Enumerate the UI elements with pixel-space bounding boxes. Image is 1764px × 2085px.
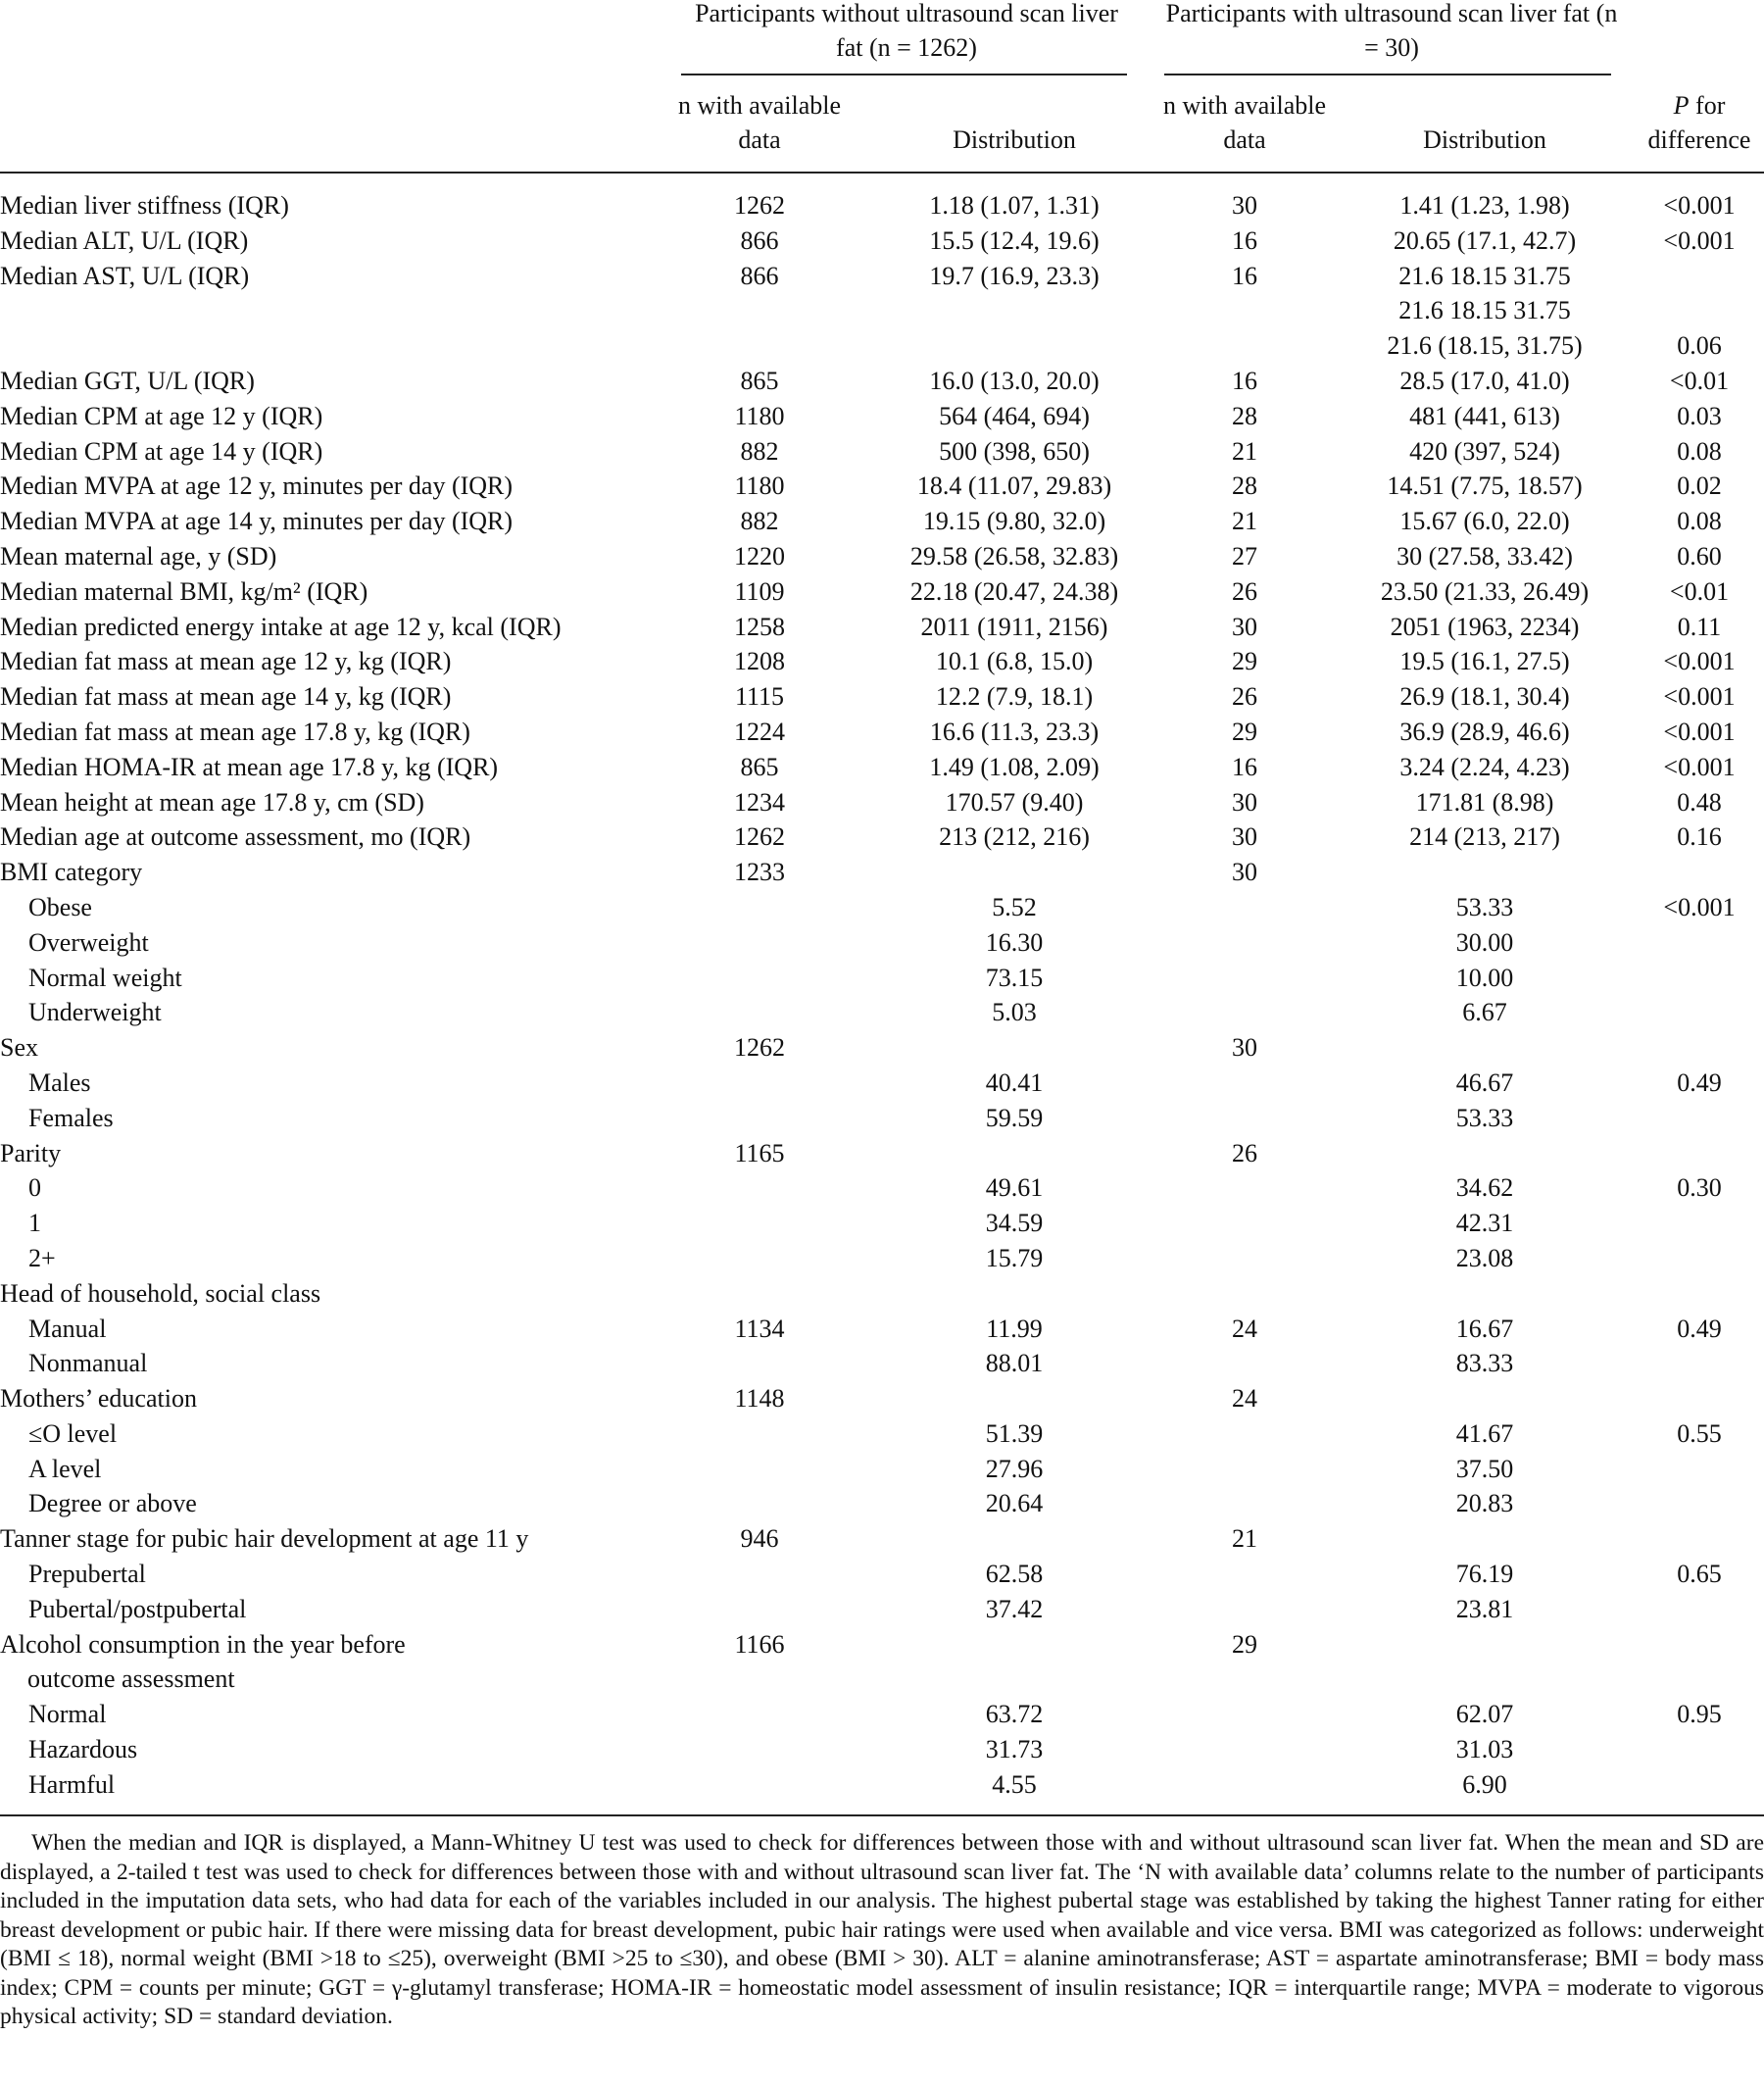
cell-distribution-with: 21.6 18.15 31.75 <box>1398 296 1571 325</box>
cell-n-without: 1115 <box>734 682 785 712</box>
row-label: 0 <box>28 1173 41 1203</box>
cell-distribution-with: 36.9 (28.9, 46.6) <box>1399 717 1570 746</box>
table-row <box>0 1312 1764 1347</box>
cell-distribution-with: 23.50 (21.33, 26.49) <box>1380 576 1590 606</box>
cell-p-value: <0.001 <box>1663 892 1736 921</box>
cell-n-without: 1258 <box>734 612 785 641</box>
row-label: Tanner stage for pubic hair development at age 11 y <box>0 1524 529 1554</box>
cell-n-with: 16 <box>1232 225 1257 255</box>
cell-distribution-with: 1.41 (1.23, 1.98) <box>1399 191 1570 220</box>
row-label: Hazardous <box>28 1735 138 1764</box>
table-row <box>0 715 1764 750</box>
row-label: Normal weight <box>28 963 182 992</box>
cell-distribution-with: 30 (27.58, 33.42) <box>1396 541 1573 571</box>
cell-n-without: 866 <box>740 225 779 255</box>
table-row <box>0 961 1764 996</box>
cell-n-without: 946 <box>740 1524 779 1554</box>
cell-distribution-without: 1.18 (1.07, 1.31) <box>929 191 1100 220</box>
cell-n-with: 16 <box>1232 366 1257 395</box>
group-rule-with <box>1164 74 1611 75</box>
cell-n-with: 29 <box>1232 1629 1257 1659</box>
cell-distribution-without: 37.42 <box>985 1594 1044 1623</box>
cell-distribution-without: 22.18 (20.47, 24.38) <box>909 576 1119 606</box>
table-row <box>0 259 1764 294</box>
cell-n-without: 1262 <box>734 822 785 852</box>
cell-distribution-with: 46.67 <box>1455 1067 1514 1097</box>
group-header-without-fat: Participants without ultrasound scan liver fat (n = 1262) <box>695 0 1118 62</box>
row-label: Median CPM at age 14 y (IQR) <box>0 436 323 466</box>
cell-p-value: <0.001 <box>1663 647 1736 676</box>
cell-p-value: 0.48 <box>1677 787 1722 817</box>
table-row <box>0 1276 1764 1312</box>
table-row <box>0 293 1764 328</box>
cell-distribution-with: 30.00 <box>1455 927 1514 957</box>
table-body <box>0 188 1764 1803</box>
row-label: Median CPM at age 12 y (IQR) <box>0 401 323 430</box>
p-label-rest: for difference <box>1647 91 1751 154</box>
cell-n-without: 1220 <box>734 541 785 571</box>
cell-distribution-without: 10.1 (6.8, 15.0) <box>935 647 1094 676</box>
row-label: Median MVPA at age 12 y, minutes per day (IQR) <box>0 472 514 501</box>
cell-distribution-without: 51.39 <box>985 1418 1044 1448</box>
cell-distribution-with: 28.5 (17.0, 41.0) <box>1399 366 1570 395</box>
cell-distribution-with: 53.33 <box>1455 892 1514 921</box>
row-label: Mean maternal age, y (SD) <box>0 541 277 571</box>
cell-n-without: 1148 <box>734 1384 785 1414</box>
cell-distribution-without: 63.72 <box>985 1700 1044 1729</box>
cell-distribution-with: 6.90 <box>1462 1769 1507 1799</box>
header-bottom-rule <box>0 172 1764 174</box>
cell-n-with: 28 <box>1232 472 1257 501</box>
cell-n-without: 1134 <box>734 1314 785 1343</box>
cell-n-with: 30 <box>1232 787 1257 817</box>
table-row <box>0 1697 1764 1732</box>
row-label: A level <box>28 1454 102 1483</box>
cell-distribution-with: 6.67 <box>1462 998 1507 1027</box>
cell-distribution-without: 40.41 <box>985 1067 1044 1097</box>
cell-distribution-with: 21.6 (18.15, 31.75) <box>1387 331 1583 361</box>
row-label: Overweight <box>28 927 149 957</box>
cell-distribution-without: 12.2 (7.9, 18.1) <box>935 682 1094 712</box>
row-label: Prepubertal <box>28 1560 146 1589</box>
cell-n-with: 16 <box>1232 752 1257 781</box>
cell-n-without: 1165 <box>734 1138 785 1167</box>
cell-distribution-without: 170.57 (9.40) <box>945 787 1084 817</box>
cell-distribution-with: 31.03 <box>1455 1735 1514 1764</box>
cell-n-with: 24 <box>1232 1384 1257 1414</box>
cell-n-with: 26 <box>1232 576 1257 606</box>
cell-distribution-without: 73.15 <box>985 963 1044 992</box>
row-label: Mothers’ education <box>0 1384 197 1414</box>
cell-distribution-with: 10.00 <box>1455 963 1514 992</box>
table-row <box>0 399 1764 434</box>
cell-distribution-with: 3.24 (2.24, 4.23) <box>1399 752 1570 781</box>
table-row <box>0 995 1764 1030</box>
table-row <box>0 1767 1764 1803</box>
cell-n-with: 29 <box>1232 717 1257 746</box>
cell-p-value: 0.06 <box>1677 331 1722 361</box>
cell-distribution-with: 37.50 <box>1455 1454 1514 1483</box>
cell-distribution-with: 481 (441, 613) <box>1409 401 1560 430</box>
cell-distribution-without: 31.73 <box>985 1735 1044 1764</box>
cell-n-without: 1208 <box>734 647 785 676</box>
row-label: Median HOMA-IR at mean age 17.8 y, kg (IQR) <box>0 752 499 781</box>
cell-distribution-with: 16.67 <box>1455 1314 1514 1343</box>
cell-n-without: 1262 <box>734 1033 785 1063</box>
cell-n-with: 21 <box>1232 1524 1257 1554</box>
row-label: Median age at outcome assessment, mo (IQR) <box>0 822 471 852</box>
table-row <box>0 819 1764 855</box>
cell-distribution-without: 11.99 <box>986 1314 1043 1343</box>
cell-p-value: 0.55 <box>1677 1418 1722 1448</box>
table-row <box>0 364 1764 399</box>
cell-n-with: 16 <box>1232 261 1257 290</box>
row-label: Head of household, social class <box>0 1278 321 1308</box>
cell-n-without: 882 <box>740 436 779 466</box>
table-row <box>0 785 1764 820</box>
cell-n-with: 21 <box>1232 436 1257 466</box>
row-label: Median fat mass at mean age 12 y, kg (IQR) <box>0 647 452 676</box>
cell-n-without: 1109 <box>734 576 785 606</box>
table-row <box>0 1381 1764 1416</box>
table-row <box>0 890 1764 925</box>
cell-distribution-with: 62.07 <box>1455 1700 1514 1729</box>
cell-distribution-with: 83.33 <box>1455 1349 1514 1378</box>
cell-n-without: 882 <box>740 507 779 536</box>
cell-distribution-with: 171.81 (8.98) <box>1415 787 1554 817</box>
cell-p-value: 0.49 <box>1677 1067 1722 1097</box>
cell-distribution-without: 59.59 <box>985 1103 1044 1132</box>
row-label: Median maternal BMI, kg/m² (IQR) <box>0 576 368 606</box>
table-footnote <box>0 1829 1764 2032</box>
cell-distribution-with: 214 (213, 217) <box>1409 822 1560 852</box>
cell-n-with: 27 <box>1232 541 1257 571</box>
cell-distribution-with: 19.5 (16.1, 27.5) <box>1399 647 1570 676</box>
row-label-line2: outcome assessment <box>27 1664 235 1694</box>
table-row <box>0 328 1764 364</box>
cell-n-without: 865 <box>740 752 779 781</box>
cell-p-value: 0.02 <box>1677 472 1722 501</box>
cell-p-value: 0.49 <box>1677 1314 1722 1343</box>
group-header-with-fat: Participants with ultrasound scan liver fat (n = 30) <box>1165 0 1618 62</box>
row-label: Median GGT, U/L (IQR) <box>0 366 255 395</box>
p-italic: P <box>1673 91 1690 120</box>
cell-p-value: <0.001 <box>1663 752 1736 781</box>
col-header-n-with: n with available data <box>1162 91 1327 154</box>
table-row <box>0 1627 1764 1698</box>
row-label: Median AST, U/L (IQR) <box>0 261 250 290</box>
table-row <box>0 750 1764 785</box>
cell-distribution-with: 34.62 <box>1455 1173 1514 1203</box>
cell-p-value: 0.65 <box>1677 1560 1722 1589</box>
cell-n-with: 24 <box>1232 1314 1257 1343</box>
row-label-line1: Alcohol consumption in the year before <box>0 1629 406 1659</box>
cell-distribution-without: 500 (398, 650) <box>939 436 1090 466</box>
row-label: Median MVPA at age 14 y, minutes per day (IQR) <box>0 507 514 536</box>
table-row <box>0 469 1764 504</box>
footnote-text: When the median and IQR is displayed, a Mann-Whitney U test was used to check for differences between those with and without ultrasound scan liver fat. When the mean and SD are displayed, a 2-tailed t test was used to check for differences between those with and without ultrasound scan liver fat. The ‘N with available data’ columns relate to the number of participants included in the imputation data sets, who had data for each of the variables included in our analysis. The highest pubertal stage was established by taking the highest Tanner rating for either breast development or pubic hair. If there were missing data for breast development, pubic hair ratings were used when available and vice versa. BMI was categorized as follows: underweight (BMI ≤ 18), normal weight (BMI >18 to ≤25), overweight (BMI >25 to ≤30), and obese (BMI > 30). ALT = alanine aminotransferase; AST = aspartate aminotransferase; BMI = body mass index; CPM = counts per minute; GGT = γ-glutamyl transferase; HOMA-IR = homeostatic model assessment of insulin resistance; IQR = interquartile range; MVPA = moderate to vigorous physical activity; SD = standard deviation. <box>0 1830 1764 2029</box>
cell-n-without: 866 <box>740 261 779 290</box>
cell-distribution-with: 14.51 (7.75, 18.57) <box>1387 472 1583 501</box>
row-label: Degree or above <box>28 1489 197 1518</box>
row-label: ≤O level <box>28 1418 118 1448</box>
table-row <box>0 1452 1764 1487</box>
group-rule-without <box>681 74 1127 75</box>
row-label: Nonmanual <box>28 1349 148 1378</box>
row-label: 1 <box>28 1209 41 1238</box>
cell-p-value: 0.08 <box>1677 507 1722 536</box>
table-row <box>0 1206 1764 1241</box>
col-header-distribution-without: Distribution <box>953 125 1076 154</box>
cell-distribution-with: 42.31 <box>1455 1209 1514 1238</box>
cell-p-value: <0.01 <box>1669 576 1730 606</box>
cell-n-without: 865 <box>740 366 779 395</box>
cell-distribution-with: 420 (397, 524) <box>1409 436 1560 466</box>
cell-distribution-with: 15.67 (6.0, 22.0) <box>1399 507 1570 536</box>
cell-n-with: 30 <box>1232 191 1257 220</box>
table-row <box>0 855 1764 890</box>
table-row <box>0 1416 1764 1452</box>
table-row <box>0 1101 1764 1136</box>
cell-n-with: 26 <box>1232 1138 1257 1167</box>
cell-n-with: 21 <box>1232 507 1257 536</box>
row-label: Harmful <box>28 1769 116 1799</box>
cell-distribution-with: 76.19 <box>1455 1560 1514 1589</box>
cell-n-with: 29 <box>1232 647 1257 676</box>
cell-distribution-without: 5.52 <box>992 892 1037 921</box>
cell-distribution-without: 4.55 <box>992 1769 1037 1799</box>
col-header-n-without: n with available data <box>677 91 842 154</box>
col-header-p-value <box>1635 88 1764 157</box>
row-label: Manual <box>28 1314 107 1343</box>
table-row <box>0 1346 1764 1381</box>
cell-p-value: 0.30 <box>1677 1173 1722 1203</box>
cell-distribution-with: 21.6 18.15 31.75 <box>1398 261 1571 290</box>
row-label: Females <box>28 1103 114 1132</box>
table-bottom-rule <box>0 1814 1764 1816</box>
row-label: Sex <box>0 1033 38 1063</box>
cell-n-with: 26 <box>1232 682 1257 712</box>
row-label: Median liver stiffness (IQR) <box>0 191 289 220</box>
cell-distribution-without: 213 (212, 216) <box>939 822 1090 852</box>
cell-p-value: <0.01 <box>1669 366 1730 395</box>
cell-p-value: 0.16 <box>1677 822 1722 852</box>
table-row <box>0 223 1764 259</box>
cell-distribution-without: 16.6 (11.3, 23.3) <box>929 717 1100 746</box>
cell-n-without: 1262 <box>734 191 785 220</box>
table-row <box>0 679 1764 715</box>
cell-distribution-with: 53.33 <box>1455 1103 1514 1132</box>
cell-distribution-without: 88.01 <box>985 1349 1044 1378</box>
cell-distribution-with: 41.67 <box>1455 1418 1514 1448</box>
col-header-distribution-with: Distribution <box>1423 125 1546 154</box>
row-label: Pubertal/postpubertal <box>28 1594 247 1623</box>
row-label: Males <box>28 1067 91 1097</box>
table-row <box>0 1170 1764 1206</box>
row-label <box>0 1627 637 1698</box>
cell-n-without: 1166 <box>734 1629 785 1659</box>
cell-n-without: 1233 <box>734 858 785 887</box>
table-row <box>0 925 1764 961</box>
cell-p-value: 0.08 <box>1677 436 1722 466</box>
cell-distribution-without: 564 (464, 694) <box>939 401 1090 430</box>
cell-distribution-without: 34.59 <box>985 1209 1044 1238</box>
table-row <box>0 434 1764 470</box>
cell-p-value: <0.001 <box>1663 191 1736 220</box>
table-row <box>0 1557 1764 1592</box>
cell-p-value: <0.001 <box>1663 682 1736 712</box>
table-row <box>0 1732 1764 1767</box>
cell-distribution-without: 15.5 (12.4, 19.6) <box>929 225 1100 255</box>
cell-distribution-without: 16.30 <box>985 927 1044 957</box>
table-row <box>0 610 1764 645</box>
cell-n-with: 30 <box>1232 822 1257 852</box>
row-label: Median fat mass at mean age 14 y, kg (IQR) <box>0 682 452 712</box>
cell-n-with: 30 <box>1232 1033 1257 1063</box>
table-row <box>0 539 1764 574</box>
cell-distribution-without: 18.4 (11.07, 29.83) <box>916 472 1112 501</box>
cell-distribution-without: 15.79 <box>985 1243 1044 1272</box>
cell-p-value: 0.11 <box>1677 612 1722 641</box>
cell-distribution-with: 20.83 <box>1455 1489 1514 1518</box>
cell-n-without: 1234 <box>734 787 785 817</box>
cell-p-value: 0.03 <box>1677 401 1722 430</box>
cell-p-value: <0.001 <box>1663 225 1736 255</box>
cell-distribution-with: 23.81 <box>1455 1594 1514 1623</box>
cell-p-value: <0.001 <box>1663 717 1736 746</box>
row-label: Median predicted energy intake at age 12 y, kcal (IQR) <box>0 612 562 641</box>
table-row <box>0 188 1764 223</box>
cell-n-with: 28 <box>1232 401 1257 430</box>
row-label: Mean height at mean age 17.8 y, cm (SD) <box>0 787 424 817</box>
table-row <box>0 1486 1764 1521</box>
table-row <box>0 504 1764 539</box>
cell-n-without: 1180 <box>734 472 785 501</box>
row-label: Median ALT, U/L (IQR) <box>0 225 249 255</box>
row-label: Obese <box>28 892 92 921</box>
row-label: Normal <box>28 1700 107 1729</box>
cell-distribution-without: 2011 (1911, 2156) <box>920 612 1108 641</box>
cell-n-without: 1224 <box>734 717 785 746</box>
table-row <box>0 1136 1764 1171</box>
row-label: Underweight <box>28 998 162 1027</box>
table-row <box>0 1030 1764 1066</box>
cell-distribution-without: 5.03 <box>992 998 1037 1027</box>
cell-distribution-without: 20.64 <box>985 1489 1044 1518</box>
cell-n-with: 30 <box>1232 612 1257 641</box>
cell-distribution-with: 20.65 (17.1, 42.7) <box>1393 225 1577 255</box>
cell-n-with: 30 <box>1232 858 1257 887</box>
table-row <box>0 644 1764 679</box>
cell-p-value: 0.60 <box>1677 541 1722 571</box>
cell-distribution-without: 62.58 <box>985 1560 1044 1589</box>
cell-distribution-without: 16.0 (13.0, 20.0) <box>929 366 1100 395</box>
cell-distribution-without: 1.49 (1.08, 2.09) <box>929 752 1100 781</box>
row-label: Parity <box>0 1138 62 1167</box>
cell-distribution-without: 19.7 (16.9, 23.3) <box>929 261 1100 290</box>
cell-distribution-without: 27.96 <box>985 1454 1044 1483</box>
cell-distribution-without: 49.61 <box>985 1173 1044 1203</box>
row-label: Median fat mass at mean age 17.8 y, kg (IQR) <box>0 717 470 746</box>
row-label: 2+ <box>28 1243 56 1272</box>
cell-distribution-without: 19.15 (9.80, 32.0) <box>922 507 1106 536</box>
table-row <box>0 1066 1764 1101</box>
table-row <box>0 1592 1764 1627</box>
row-label: BMI category <box>0 858 143 887</box>
cell-distribution-with: 26.9 (18.1, 30.4) <box>1399 682 1570 712</box>
cell-n-without: 1180 <box>734 401 785 430</box>
cell-distribution-with: 2051 (1963, 2234) <box>1390 612 1580 641</box>
table-row <box>0 1521 1764 1557</box>
cell-distribution-without: 29.58 (26.58, 32.83) <box>909 541 1119 571</box>
cell-distribution-with: 23.08 <box>1455 1243 1514 1272</box>
table-row <box>0 574 1764 610</box>
cell-p-value: 0.95 <box>1677 1700 1722 1729</box>
table-row <box>0 1241 1764 1276</box>
